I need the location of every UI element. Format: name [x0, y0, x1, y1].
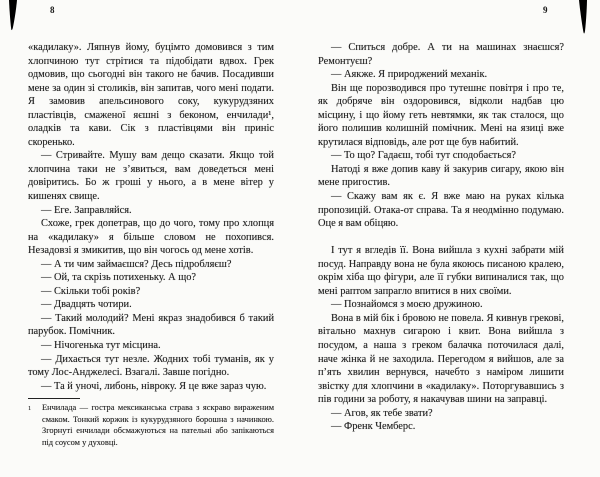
paragraph: Натоді я вже допив каву й закурив сигару, якою він мене пригостив. [318, 163, 564, 189]
paragraph: Він ще порозводився про тутешнє повітря і про те, як добряче він оздоровився, відколи надбав цю місцину, і що йому геть невтямки, як так сталося, що його полишив колишній помічник. Мені на язиці вже крутилася відповідь, але рот ще був набитий. [318, 82, 564, 148]
paragraph: Вона в мій бік і бровою не повела. Я кивнув грекові, вітально махнув сигарою і квит. Вона вийшла з посудом, а наша з греком балачка поточилася далі, наче жінка й не заходила. Перегодом я вийшов, але за п’ять хвилин вернувся, начебто з наміром лишити звістку для хлопчини в «кадилаку». Поторгувавшись з пів години за роботу, я накачував шини на заправці. [318, 312, 564, 406]
paragraph: — Такий молодий? Мені якраз знадобився б такий парубок. Помічник. [28, 312, 274, 338]
page-number-right: 9 [543, 5, 548, 15]
paragraph: — Спиться добре. А ти на машинах знаєшся? Ремонтуєш? [318, 42, 564, 67]
paragraph: — То що? Гадаєш, тобі тут сподобається? [331, 150, 516, 162]
paragraph: — Дихається тут незле. Жодних тобі туманів, як у тому Лос-Анджелесі. Взагалі. Завше погідно. [28, 353, 274, 379]
paragraph: — Ой, та скрізь потихеньку. А що? [41, 272, 197, 284]
paragraph: — Та й уночі, либонь, нівроку. Я це вже зараз чую. [41, 380, 267, 392]
paragraph: — Скільки тобі років? [41, 285, 141, 297]
footnote-marker: 1 [28, 405, 32, 412]
paragraph: І тут я вгледів її. Вона вийшла з кухні забрати мій посуд. Направду вона не була якоюсь писаною кралею, окрім хіба що фігури, але її губки випиналися так, що мені раптом запрагло впитися в них своїми. [318, 245, 564, 297]
paragraph: — Нічогенька тут місцина. [41, 340, 161, 352]
footnote-body [28, 402, 274, 448]
paragraph: — Френк Чемберс. [331, 421, 416, 433]
paragraph: «кадилаку». Ляпнув йому, буцімто домовився з тим хлопчиною тут стрітися та підобідати вдвох. Грек одмовив, що сьогодні він такого не бачив. Посадивши мене за один зі столиків, він запитав, чого мені подати. Я замовив апельсинового соку, кукурудзяних пластівців, смаженої яєшні з беконом, енчилади¹, оладків та кави. Сік з пластівцями він приніс скоренько. [28, 42, 274, 148]
paragraph: — Познайомся з моєю дружиною. [331, 299, 483, 311]
footnote-rule [28, 398, 80, 399]
paragraph: Схоже, грек допетрав, що до чого, тому про хлопця на «кадилаку» я більше словом не похопився. Незадовзі я змикитив, що він чогось од мене хотів. [28, 218, 274, 257]
paragraph: — Еге. Заправляйся. [41, 204, 132, 216]
paragraph: — Двадцять чотири. [41, 299, 132, 311]
paragraph: — Аякже. Я природжений механік. [331, 69, 488, 81]
footnote-text: Енчилада — гостра мексиканська страва з яскраво вираженим смаком. Тонкий коржик із кукурудзяного борошна з начинкою. Згорнуті енчилади обсмажуються на пательні або запікаються під соусом у духовці. [42, 403, 274, 447]
page-number-left: 8 [50, 5, 55, 15]
footnote [28, 398, 274, 448]
scan-artifact-right-icon [576, 0, 588, 38]
paragraph: — Стривайте. Мушу вам дещо сказати. Якщо той хлопчина таки не з’явиться, вам доведеться мені довіритись. Бо ж гроші у нього, а в мене вітер у кишенях свище. [28, 150, 274, 203]
left-page-text [28, 41, 274, 393]
right-page-text [318, 41, 564, 434]
paragraph: — А ти чим займаєшся? Десь підробляєш? [41, 258, 232, 270]
paragraph: — Агов, як тебе звати? [331, 407, 433, 419]
scan-artifact-left-icon [8, 0, 20, 34]
paragraph: — Скажу вам як є. Я вже маю на руках кілька пропозицій. Отака-от справа. Та я неодмінно подумаю. Оце я вам обіцяю. [318, 191, 564, 230]
